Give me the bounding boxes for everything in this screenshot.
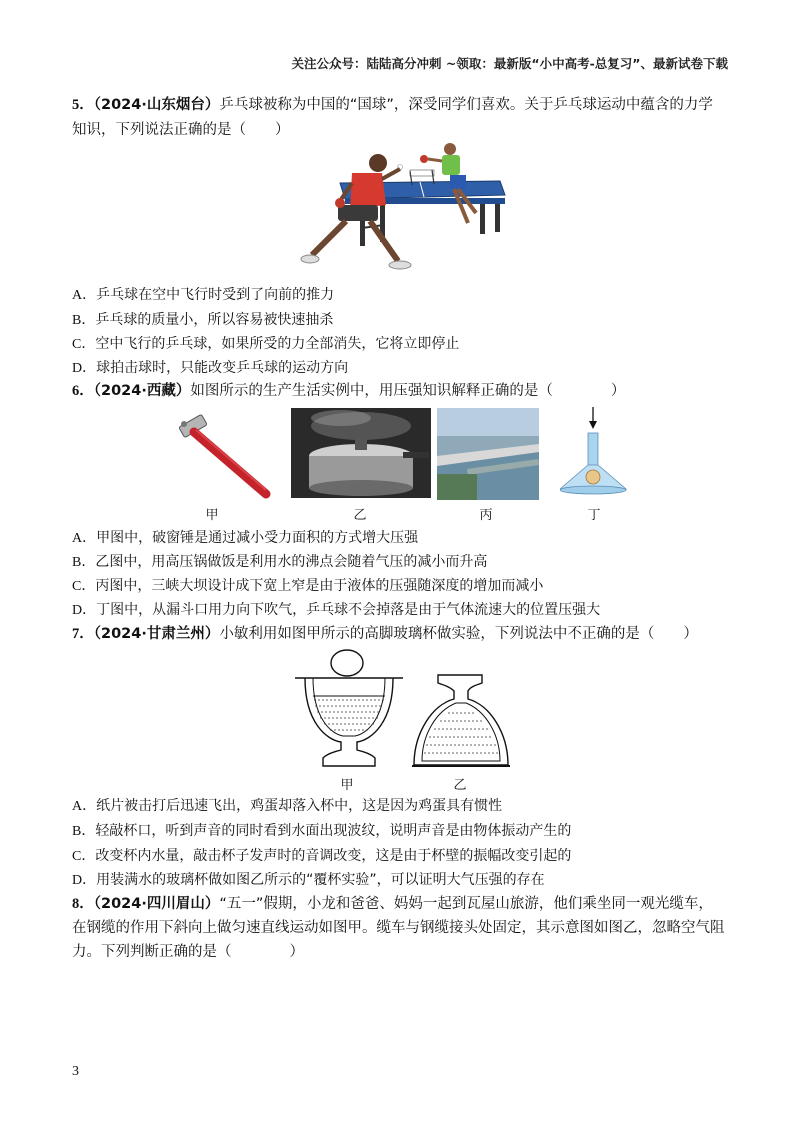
question-text: 小敏利用如图甲所示的高脚玻璃杯做实验，下列说法中不正确的是（ ） [219, 626, 698, 642]
option-7b[interactable]: B．轻敲杯口，听到声音的同时看到水面出现波纹，说明声音是由物体振动产生的 [72, 823, 572, 839]
page-header: 关注公众号：陆陆高分冲刺 ~领取：最新版“小中高考-总复习”、最新试卷下载 [291, 56, 728, 71]
option-5c[interactable]: C．空中飞行的乒乓球，如果所受的力全部消失，它将立即停止 [72, 336, 460, 352]
goblet-egg-diagram [293, 648, 405, 770]
option-6c[interactable]: C．丙图中，三峡大坝设计成下宽上窄是由于液体的压强随深度的增加而减小 [72, 578, 544, 594]
option-5d[interactable]: D．球拍击球时，只能改变乒乓球的运动方向 [72, 360, 349, 376]
option-6a[interactable]: A．甲图中，破窗锤是通过减小受力面积的方式增大压强 [72, 530, 419, 546]
question-source: （2024·四川眉山） [93, 896, 220, 912]
question-number: 8． [72, 896, 94, 912]
question-6-stem [72, 381, 625, 401]
option-5b[interactable]: B．乒乓球的质量小，所以容易被快速抽杀 [72, 312, 334, 328]
three-gorges-dam-image [437, 408, 539, 500]
option-6d[interactable]: D．丁图中，从漏斗口用力向下吹气，乒乓球不会掉落是由于气体流速大的位置压强大 [72, 602, 601, 618]
question-text: 如图所示的生产生活实例中，用压强知识解释正确的是（ ） [190, 383, 626, 399]
question-number: 7． [72, 626, 94, 642]
question-5-stem [72, 95, 713, 115]
option-5a[interactable]: A．乒乓球在空中飞行时受到了向前的推力 [72, 287, 335, 303]
page-number: 3 [72, 1064, 79, 1079]
question-source: （2024·西藏） [93, 383, 191, 399]
safety-hammer-image [170, 410, 275, 502]
figure-caption: 甲 [340, 778, 354, 793]
table-tennis-illustration [300, 143, 510, 278]
question-8-stem-cont: 在钢缆的作用下斜向上做匀速直线运动如图甲。缆车与钢缆接头处固定，其示意图如图乙，忽略空气阻 [72, 920, 725, 936]
inverted-cup-diagram [408, 673, 514, 771]
question-source: （2024·甘肃兰州） [93, 626, 220, 642]
figure-caption: 丁 [587, 508, 601, 523]
figure-caption: 甲 [205, 508, 219, 523]
question-7-stem [72, 624, 698, 644]
question-8-stem [72, 894, 713, 914]
figure-caption: 丙 [479, 508, 493, 523]
pressure-cooker-image [291, 408, 431, 498]
option-7c[interactable]: C．改变杯内水量，敲击杯子发声时的音调改变，这是由于杯壁的振幅改变引起的 [72, 848, 572, 864]
question-number: 5． [72, 97, 94, 113]
question-text: “五一”假期，小龙和爸爸、妈妈一起到瓦屋山旅游，他们乘坐同一观光缆车， [219, 896, 713, 912]
question-text: 乒乓球被称为中国的“国球”，深受同学们喜欢。关于乒乓球运动中蕴含的力学 [219, 97, 713, 113]
question-8-stem-cont2: 力。下列判断正确的是（ ） [72, 944, 304, 960]
figure-caption: 乙 [353, 508, 367, 523]
question-number: 6． [72, 383, 94, 399]
figure-caption: 乙 [453, 778, 467, 793]
question-source: （2024·山东烟台） [93, 97, 220, 113]
option-7d[interactable]: D．用装满水的玻璃杯做如图乙所示的“覆杯实验”，可以证明大气压强的存在 [72, 872, 545, 888]
funnel-ball-image [560, 405, 630, 500]
option-7a[interactable]: A．纸片被击打后迅速飞出，鸡蛋却落入杯中，这是因为鸡蛋具有惯性 [72, 798, 503, 814]
question-5-stem-cont: 知识，下列说法正确的是（ ） [72, 122, 290, 138]
option-6b[interactable]: B．乙图中，用高压锅做饭是利用水的沸点会随着气压的减小而升高 [72, 554, 488, 570]
